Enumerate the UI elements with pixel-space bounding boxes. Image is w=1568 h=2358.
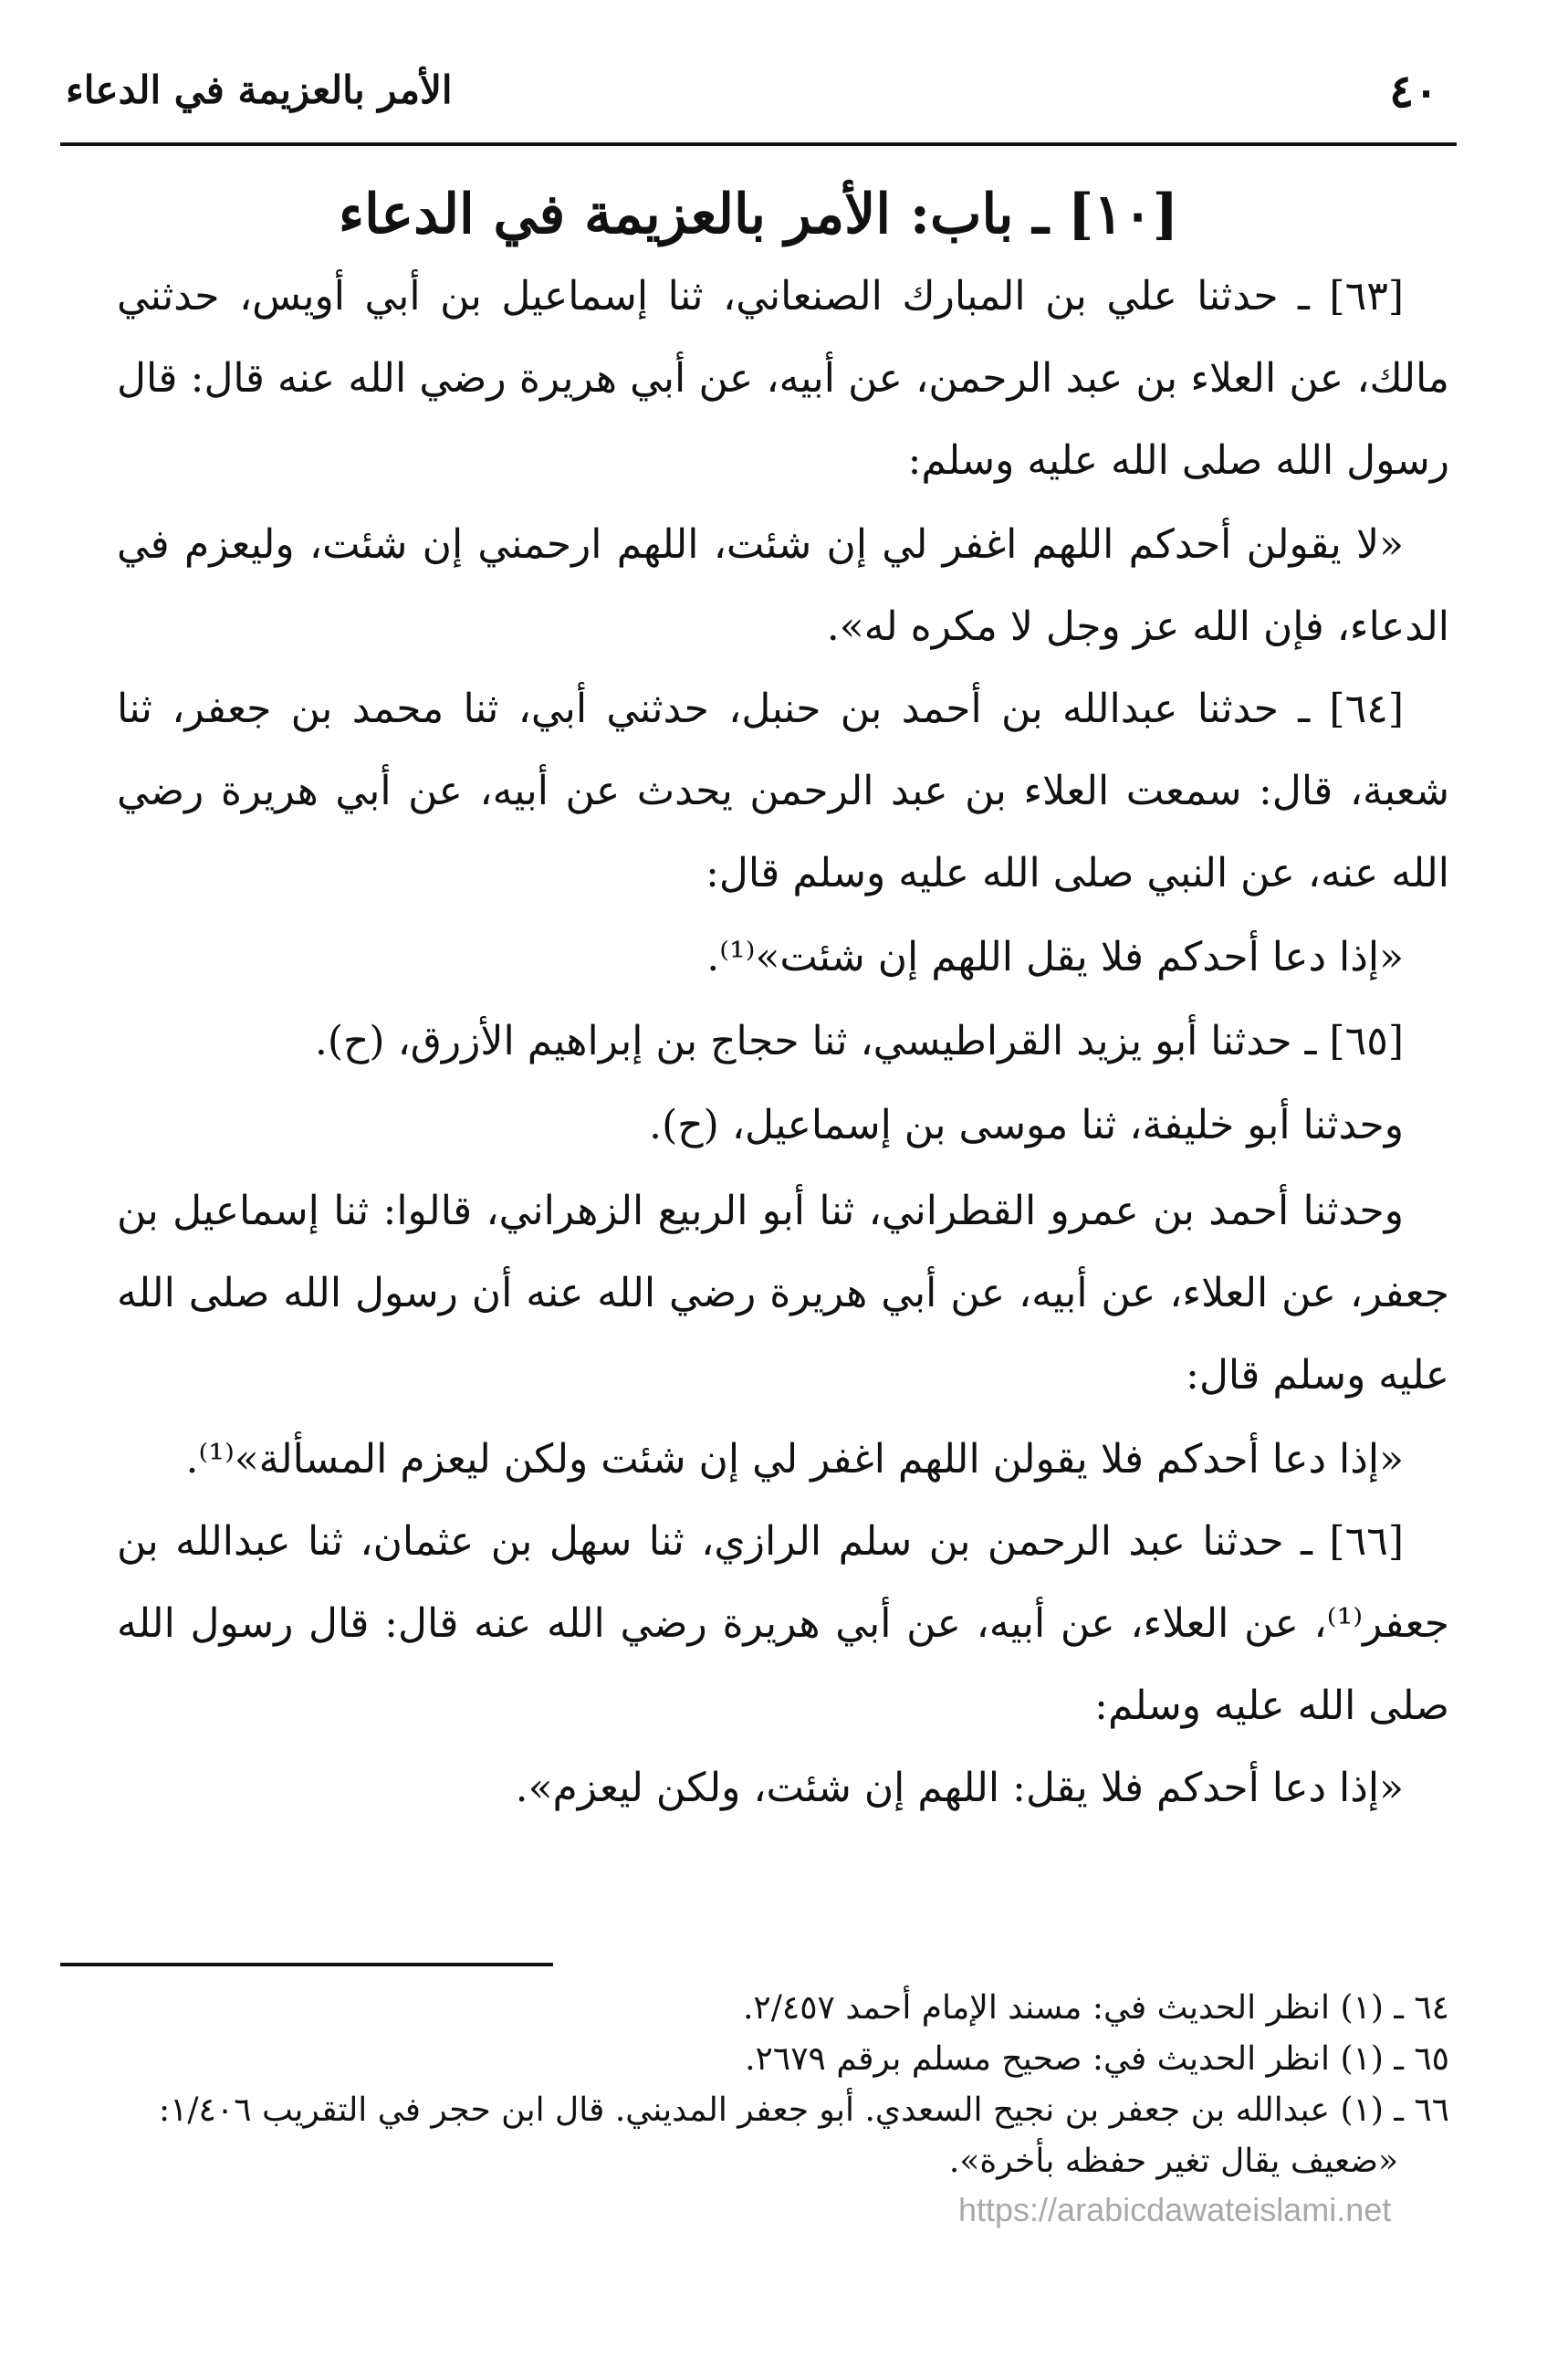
running-header xyxy=(60,60,1457,146)
hadith-64-isnad: [٦٤] ـ حدثنا عبدالله بن أحمد بن حنبل، حدثني أبي، ثنا محمد بن جعفر، ثنا شعبة، قال: سمعت العلاء بن عبد الرحمن يحدث عن أبيه، عن أبي هريرة رضي الله عنه، عن النبي صلى الله عليه وسلم قال: xyxy=(117,686,1449,896)
footnotes xyxy=(117,1983,1449,2187)
hadith-65-isnad-3: وحدثنا أحمد بن عمرو القطراني، ثنا أبو الربيع الزهراني، قالوا: ثنا إسماعيل بن جعفر، عن العلاء، عن أبيه، عن أبي هريرة رضي الله عنه أن رسول الله صلى الله عليه وسلم قال: xyxy=(117,1188,1449,1399)
hadith-66-isnad: [٦٦] ـ حدثنا عبد الرحمن بن سلم الرازي، ثنا سهل بن عثمان، ثنا عبدالله بن جعفر⁽¹⁾، عن العلاء، عن أبيه، عن أبي هريرة رضي الله عنه قال: قال رسول الله صلى الله عليه وسلم: xyxy=(117,1518,1449,1729)
running-title: الأمر بالعزيمة في الدعاء xyxy=(66,68,453,112)
footnote-66-continuation: «ضعيف يقال تغير حفظه بأخرة». xyxy=(948,2143,1398,2180)
hadith-65-isnad-2: وحدثنا أبو خليفة، ثنا موسى بن إسماعيل، (ح). xyxy=(649,1102,1404,1148)
hadith-66-matn: «إذا دعا أحدكم فلا يقل: اللهم إن شئت، ولكن ليعزم». xyxy=(515,1765,1404,1811)
footnote-65: ٦٥ ـ (١) انظر الحديث في: صحيح مسلم برقم ٢٦٧٩. xyxy=(745,2040,1449,2078)
watermark-url: https://arabicdawateislami.net xyxy=(958,2191,1392,2228)
hadith-63-isnad: [٦٣] ـ حدثنا علي بن المبارك الصنعاني، ثنا إسماعيل بن أبي أويس، حدثني مالك، عن العلاء بن عبد الرحمن، عن أبيه، عن أبي هريرة رضي الله عنه قال: قال رسول الله صلى الله عليه وسلم: xyxy=(117,273,1449,484)
hadith-65-matn: «إذا دعا أحدكم فلا يقولن اللهم اغفر لي إن شئت ولكن ليعزم المسألة»⁽¹⁾. xyxy=(185,1436,1404,1483)
hadith-63-matn: «لا يقولن أحدكم اللهم اغفر لي إن شئت، اللهم ارحمني إن شئت، وليعزم في الدعاء، فإن الله عز وجل لا مكره له». xyxy=(117,521,1449,650)
hadith-65-isnad-1: [٦٥] ـ حدثنا أبو يزيد القراطيسي، ثنا حجاج بن إبراهيم الأزرق، (ح). xyxy=(314,1018,1404,1064)
hadith-64-matn: «إذا دعا أحدكم فلا يقل اللهم إن شئت»⁽¹⁾. xyxy=(706,934,1404,980)
footnote-divider xyxy=(60,1963,553,1966)
footnote-64: ٦٤ ـ (١) انظر الحديث في: مسند الإمام أحمد ٢/٤٥٧. xyxy=(742,1989,1449,2027)
chapter-title: [١٠] ـ باب: الأمر بالعزيمة في الدعاء xyxy=(338,183,1179,246)
footnote-66: ٦٦ ـ (١) عبدالله بن جعفر بن نجيح السعدي. أبو جعفر المديني. قال ابن حجر في التقريب ١/٤٠٦: xyxy=(158,2091,1449,2129)
page-number: ٤٠ xyxy=(1389,64,1438,118)
